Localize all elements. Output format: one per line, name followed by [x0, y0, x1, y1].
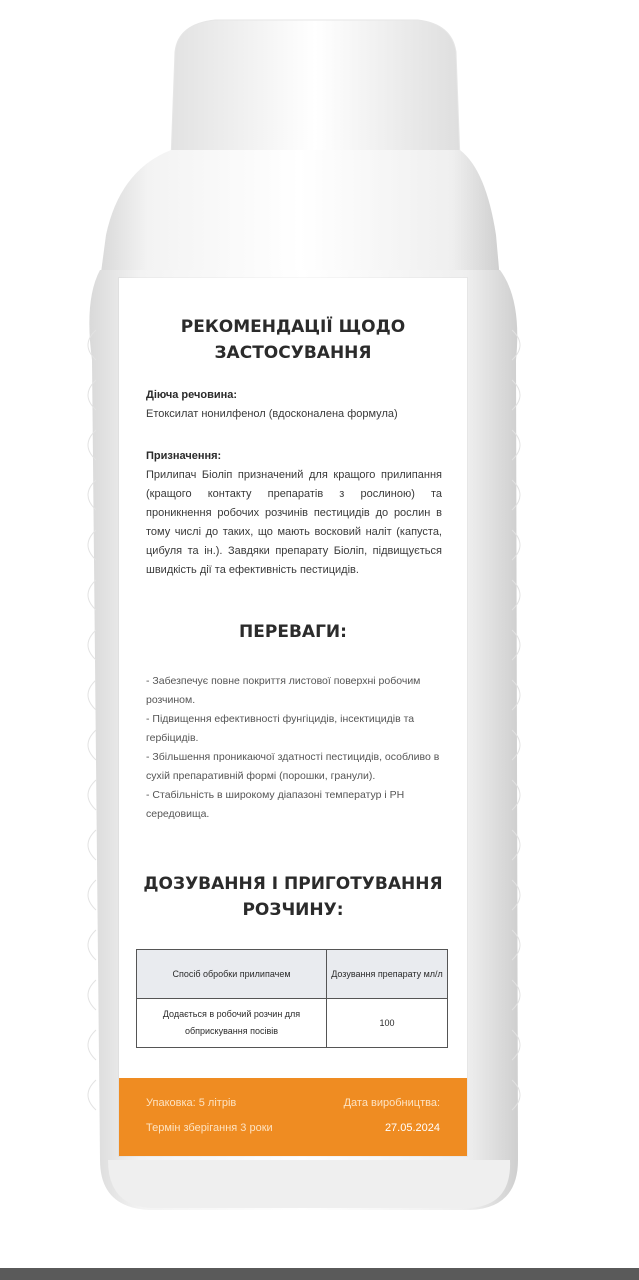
benefit-item: - Збільшення проникаючої здатності пестицидів, особливо в сухій препаративній формі (порошки, гранули). [146, 751, 440, 782]
dosage-table [136, 949, 448, 1048]
table-row [137, 999, 448, 1048]
dosage-title-line1: ДОЗУВАННЯ І ПРИГОТУВАННЯ [143, 874, 443, 894]
table-header-row [137, 950, 448, 999]
packaging-text: Упаковка: 5 літрів [146, 1097, 237, 1109]
shelf-life-text: Термін зберігання 3 роки [146, 1122, 273, 1134]
dosage-title-line2: РОЗЧИНУ: [242, 900, 344, 920]
table-header-dosage: Дозування препарату мл/л [327, 950, 448, 999]
bottle-cap [171, 20, 460, 160]
dosage-title [119, 871, 467, 923]
purpose-heading: Призначення: [146, 450, 222, 462]
active-substance-text: Етоксилат нонилфенол (вдосконалена формула) [146, 408, 398, 420]
production-date-label: Дата виробництва: [343, 1097, 440, 1109]
bottle-base [108, 1160, 510, 1208]
production-date-value: 27.05.2024 [384, 1122, 440, 1134]
benefit-item: - Забезпечує повне покриття листової поверхні робочим розчином. [146, 675, 421, 706]
product-label [119, 278, 467, 1156]
purpose-section [146, 447, 442, 580]
active-substance-heading: Діюча речовина: [146, 389, 238, 401]
active-substance-section [146, 386, 442, 424]
purpose-text: Прилипач Біоліп призначений для кращого прилипання (кращого контакту препаратів з рослиною) та проникнення робочих розчинів пестицидів до рослин в тому числі до таких, що мають восковий наліт (капуста, цибуля та ін.). Завдяки препарату Біоліп, підвищується швидкість дії та ефективність пестицидів. [146, 469, 442, 576]
label-footer [119, 1078, 467, 1156]
benefit-item: - Стабільність в широкому діапазоні температур і PH середовища. [146, 789, 405, 820]
benefit-item: - Підвищення ефективності фунгіцидів, інсектицидів та гербіцидів. [146, 713, 415, 744]
benefits-title: ПЕРЕВАГИ: [239, 622, 347, 642]
table-header-method: Спосіб обробки прилипачем [137, 950, 327, 999]
recommendations-title [119, 314, 467, 366]
table-cell-method: Додається в робочий розчин для обприскування посівів [137, 999, 327, 1048]
table-cell-dosage: 100 [327, 999, 448, 1048]
benefits-list [146, 672, 446, 824]
bottle-shoulder [100, 150, 500, 280]
title-line1: РЕКОМЕНДАЦІЇ ЩОДО [180, 317, 406, 337]
title-line2: ЗАСТОСУВАННЯ [214, 343, 372, 363]
bottom-bar [0, 1268, 639, 1280]
